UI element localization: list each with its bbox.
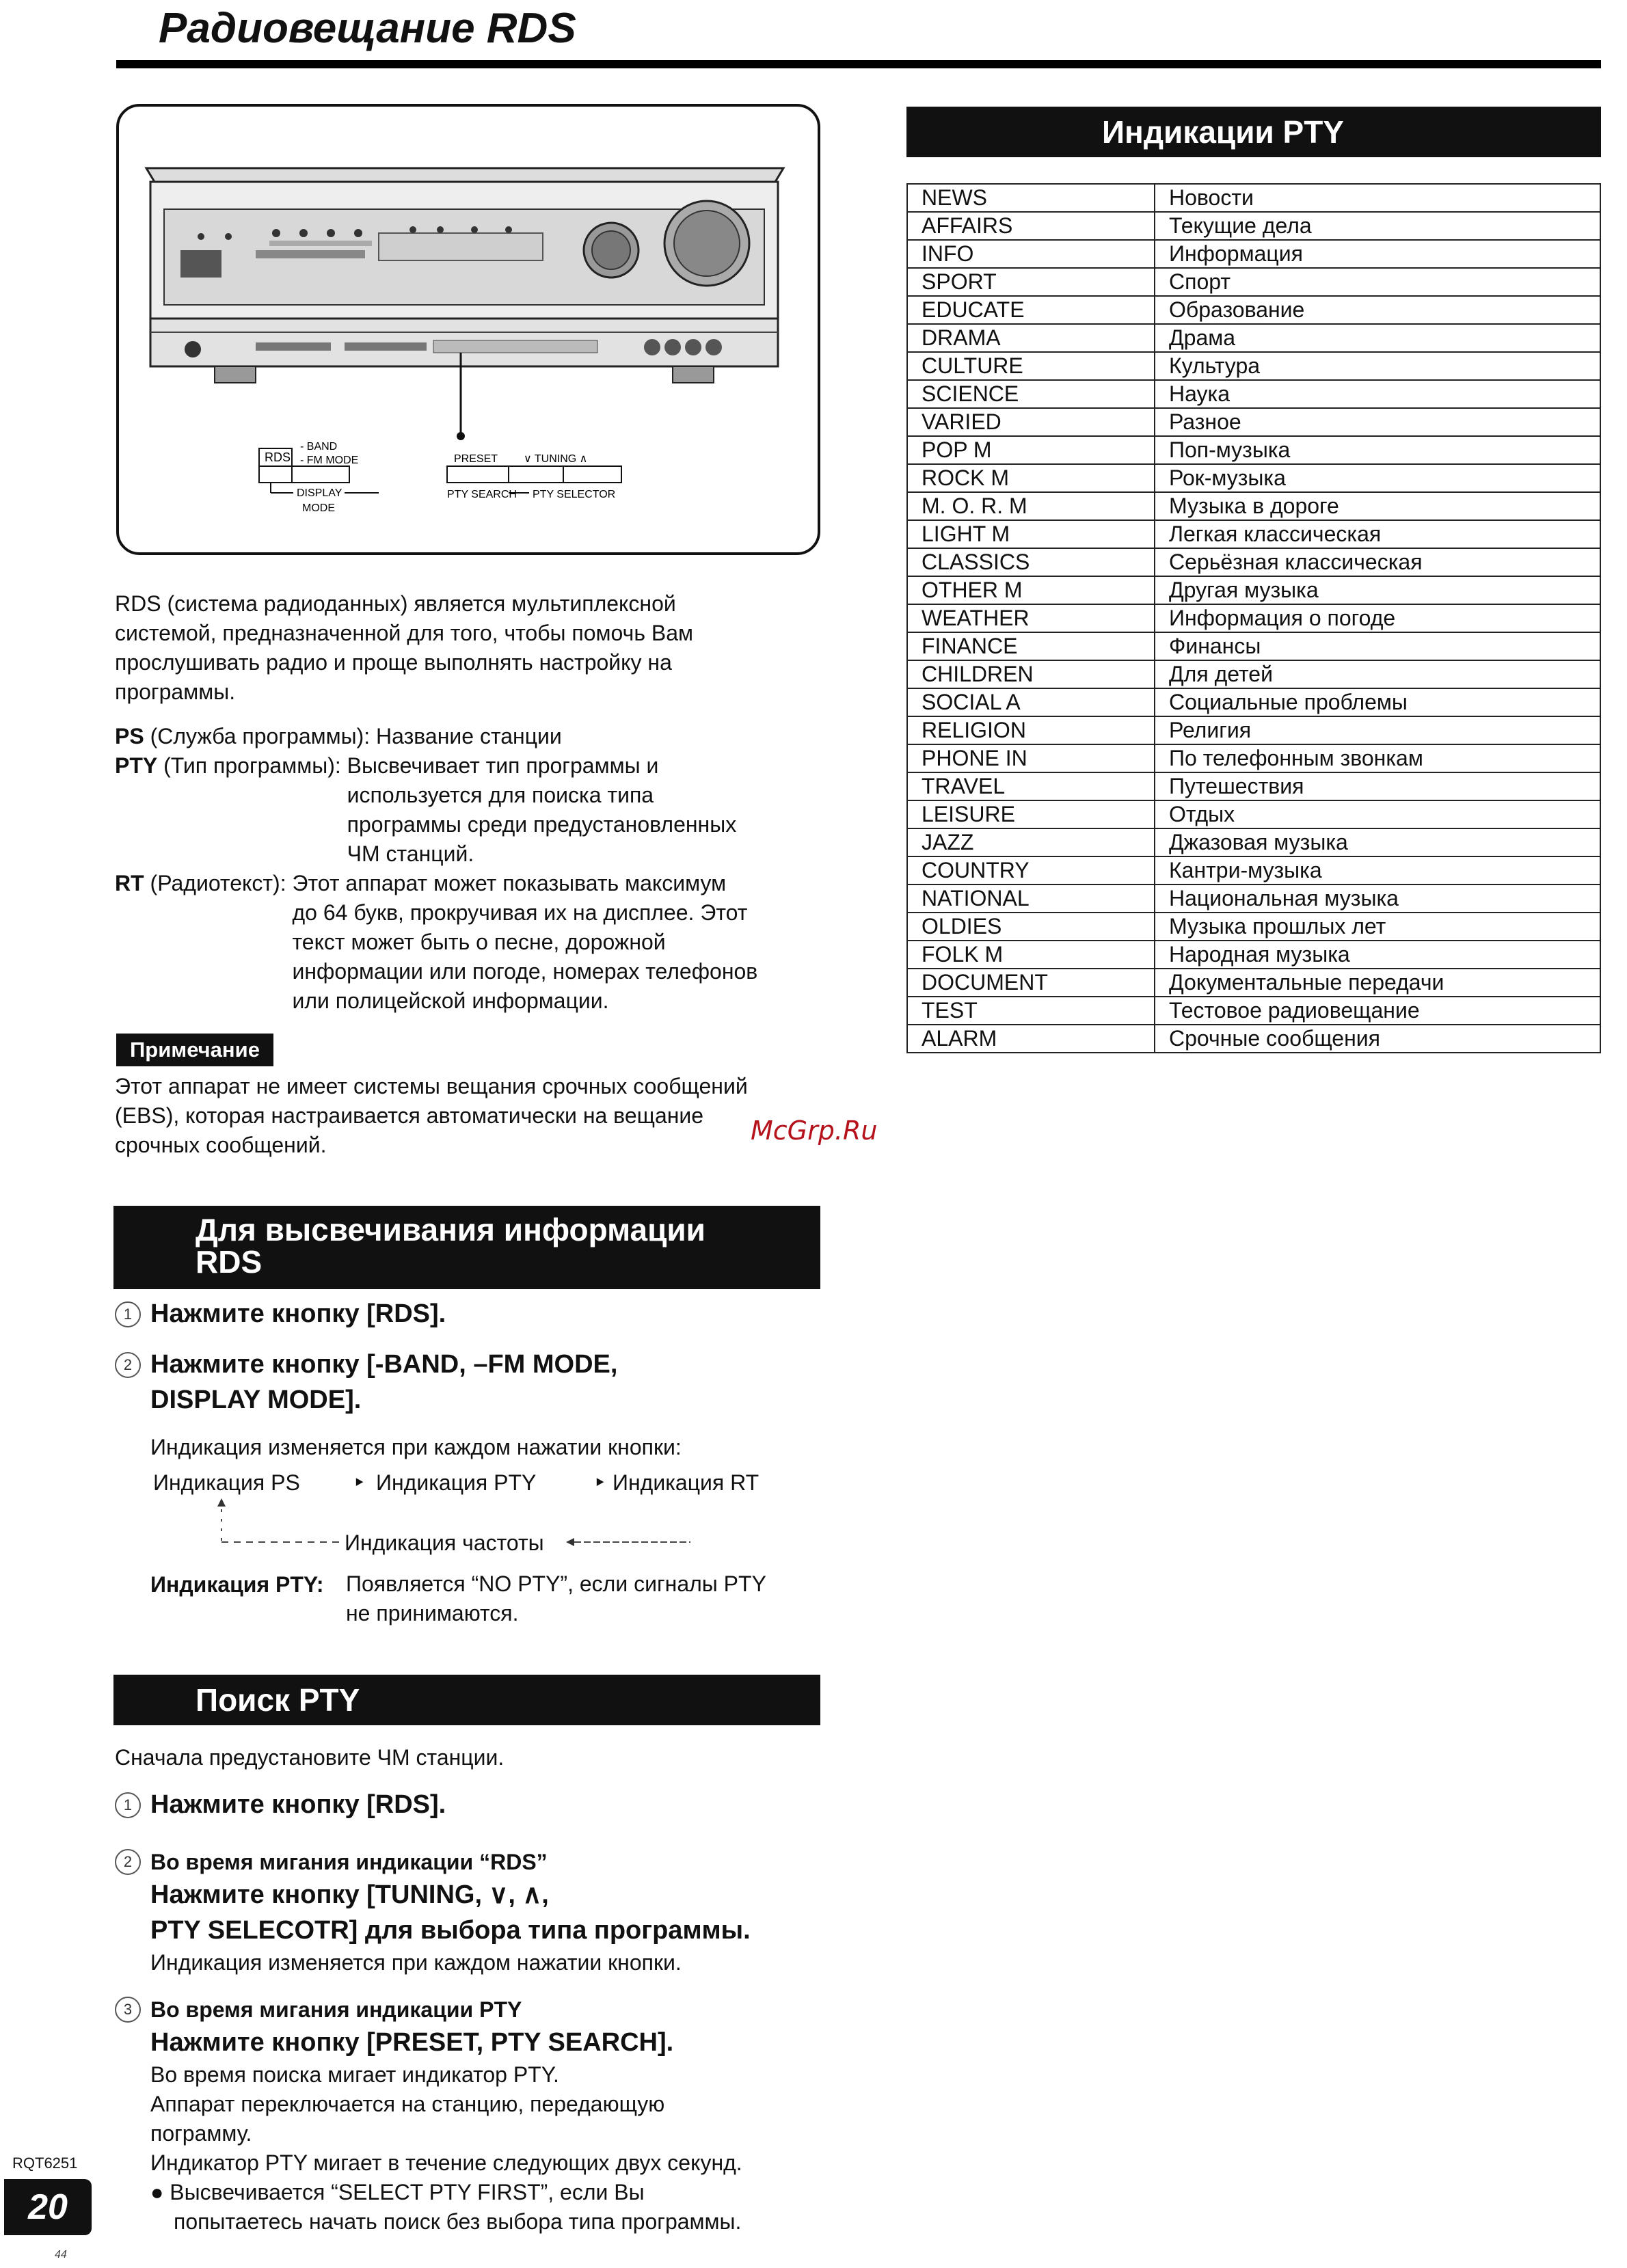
pty-code: M. O. R. M (907, 492, 1155, 520)
pty-meaning: Кантри-музыка (1155, 856, 1600, 885)
def-line: используется для поиска типа (347, 783, 654, 807)
cycle-arrow: ‣ (593, 1470, 606, 1495)
def-pty (115, 751, 839, 869)
def-term: PS (115, 724, 144, 748)
pty-meaning: Культура (1155, 352, 1600, 380)
search-step-1 (115, 1787, 446, 1822)
pty-row (907, 576, 1600, 604)
display-step-2 (115, 1347, 617, 1418)
def-line: ЧМ станций. (347, 841, 474, 866)
pty-meaning: Информация (1155, 240, 1600, 268)
bullet-icon: ● (150, 2180, 164, 2204)
pty-row (907, 240, 1600, 268)
fm-mode-label: - FM MODE (300, 455, 359, 466)
pty-meaning: Образование (1155, 296, 1600, 324)
pty-row (907, 380, 1600, 408)
pty-code: SCIENCE (907, 380, 1155, 408)
step-sub: Во время поиска мигает индикатор PTY. (150, 2062, 559, 2087)
pty-row (907, 296, 1600, 324)
step-pre: Во время мигания индикации “RDS” (150, 1850, 548, 1874)
step-number: 2 (115, 1352, 141, 1378)
pty-row (907, 324, 1600, 352)
pty-row (907, 885, 1600, 913)
display-step-1 (115, 1296, 446, 1332)
pty-selector-label: PTY SELECTOR (533, 489, 616, 500)
pty-code: POP M (907, 436, 1155, 464)
cycle-arrows (205, 1497, 697, 1552)
pty-row (907, 632, 1600, 660)
preset-label: PRESET (454, 453, 498, 465)
pty-row (907, 184, 1600, 212)
cycle-arrow: ‣ (353, 1470, 366, 1495)
pty-code: AFFAIRS (907, 212, 1155, 240)
step-text: Нажмите кнопку [RDS]. (150, 1299, 446, 1328)
section-title-line: Для высвечивания информации (196, 1212, 705, 1247)
pty-code: CLASSICS (907, 548, 1155, 576)
pty-code: OLDIES (907, 913, 1155, 941)
pty-row (907, 436, 1600, 464)
def-line: текст может быть о песне, дорожной (292, 930, 666, 954)
pty-meaning: Музыка прошлых лет (1155, 913, 1600, 941)
note-line: срочных сообщений. (115, 1133, 327, 1157)
step-sub: пограмму. (150, 2121, 252, 2146)
pty-row (907, 520, 1600, 548)
pty-row (907, 212, 1600, 240)
pty-code: CULTURE (907, 352, 1155, 380)
pty-code: NEWS (907, 184, 1155, 212)
pty-meaning: Срочные сообщения (1155, 1025, 1600, 1053)
def-term-rest: (Тип программы): (157, 753, 347, 778)
pty-meaning: Разное (1155, 408, 1600, 436)
band-label: - BAND (300, 441, 338, 453)
def-term-rest: (Радиотекст): (144, 871, 293, 895)
pty-note-line: не принимаются. (346, 1601, 519, 1625)
pty-code: DOCUMENT (907, 969, 1155, 997)
pty-code: LEISURE (907, 800, 1155, 828)
bullet-item (115, 2178, 742, 2207)
tuning-label: ∨ TUNING ∧ (524, 453, 588, 465)
pty-meaning: Текущие дела (1155, 212, 1600, 240)
pty-code: RELIGION (907, 716, 1155, 744)
step-sub: Индикация изменяется при каждом нажатии кнопки. (150, 1950, 682, 1975)
cycle-pty: Индикация PTY (376, 1470, 537, 1495)
mode-label: MODE (302, 502, 335, 514)
pty-row (907, 969, 1600, 997)
pty-meaning: Путешествия (1155, 772, 1600, 800)
pty-code: PHONE IN (907, 744, 1155, 772)
pty-row (907, 604, 1600, 632)
section-title-display-rds (113, 1206, 820, 1289)
pty-code: SPORT (907, 268, 1155, 296)
pty-row (907, 913, 1600, 941)
receiver-drawing (119, 107, 818, 552)
search-intro: Сначала предустановите ЧМ станции. (115, 1745, 505, 1770)
intro-line: прослушивать радио и проще выполнять настройку на (115, 650, 672, 675)
pty-meaning: Новости (1155, 184, 1600, 212)
pty-table (906, 183, 1601, 1053)
pty-row (907, 268, 1600, 296)
def-line: программы среди предустановленных (347, 812, 737, 837)
pty-code: FOLK M (907, 941, 1155, 969)
note-text (115, 1072, 748, 1160)
section-title-pty-indications: Индикации PTY (906, 107, 1601, 157)
pty-code: WEATHER (907, 604, 1155, 632)
def-line: Название станции (376, 724, 562, 748)
bullet-text: попытаетесь начать поиск без выбора типа программы. (174, 2209, 742, 2234)
def-term-rest: (Служба программы): (144, 724, 377, 748)
step-sub: Индикатор PTY мигает в течение следующих двух секунд. (150, 2150, 742, 2175)
pty-meaning: Джазовая музыка (1155, 828, 1600, 856)
note-line: (EBS), которая настраивается автоматически на вещание (115, 1103, 704, 1128)
pty-code: INFO (907, 240, 1155, 268)
pty-row (907, 716, 1600, 744)
pty-meaning: Легкая классическая (1155, 520, 1600, 548)
search-step-2 (115, 1847, 751, 1977)
pty-code: JAZZ (907, 828, 1155, 856)
note-line: Этот аппарат не имеет системы вещания срочных сообщений (115, 1074, 748, 1098)
section-title-line: RDS (196, 1244, 263, 1280)
pty-meaning: Народная музыка (1155, 941, 1600, 969)
display-label: DISPLAY (297, 487, 342, 499)
pty-row (907, 408, 1600, 436)
pty-row (907, 800, 1600, 828)
step-text: Нажмите кнопку [TUNING, ∨, ∧, (150, 1880, 549, 1909)
def-ps (115, 722, 839, 751)
pty-meaning: Другая музыка (1155, 576, 1600, 604)
pty-row (907, 660, 1600, 688)
small-mark: 44 (55, 2249, 67, 2260)
pty-code: LIGHT M (907, 520, 1155, 548)
definitions (115, 722, 839, 1016)
pty-row (907, 941, 1600, 969)
pty-meaning: Для детей (1155, 660, 1600, 688)
intro-line: программы. (115, 679, 236, 704)
pty-code: VARIED (907, 408, 1155, 436)
pty-code: FINANCE (907, 632, 1155, 660)
pty-meaning: По телефонным звонкам (1155, 744, 1600, 772)
pty-code: TRAVEL (907, 772, 1155, 800)
step-text: PTY SELECOTR] для выбора типа программы. (150, 1916, 751, 1945)
pty-meaning: Рок-музыка (1155, 464, 1600, 492)
def-term: PTY (115, 753, 158, 778)
section-title-pty-search: Поиск PTY (113, 1675, 820, 1725)
intro-line: RDS (система радиоданных) является мультиплексной (115, 591, 676, 616)
step-text: DISPLAY MODE]. (150, 1386, 362, 1414)
pty-row (907, 828, 1600, 856)
intro-paragraph (115, 589, 693, 707)
pty-row (907, 492, 1600, 520)
search-step-3 (115, 1995, 742, 2237)
step-text: Нажмите кнопку [RDS]. (150, 1790, 446, 1819)
pty-row (907, 688, 1600, 716)
bullet-text: Высвечивается “SELECT PTY FIRST”, если Вы (170, 2180, 645, 2204)
pty-meaning: Документальные передачи (1155, 969, 1600, 997)
def-line: Высвечивает тип программы и (347, 753, 659, 778)
def-line: информации или погоде, номерах телефонов (292, 959, 758, 984)
step-pre: Во время мигания индикации PTY (150, 1997, 522, 2022)
pty-meaning: Серьёзная классическая (1155, 548, 1600, 576)
step-number: 2 (115, 1849, 141, 1875)
pty-meaning: Музыка в дороге (1155, 492, 1600, 520)
pty-meaning: Национальная музыка (1155, 885, 1600, 913)
step-number: 1 (115, 1301, 141, 1327)
step-text: Нажмите кнопку [PRESET, PTY SEARCH]. (150, 2028, 674, 2057)
pty-search-label: PTY SEARCH (447, 489, 517, 500)
pty-code: COUNTRY (907, 856, 1155, 885)
pty-meaning: Наука (1155, 380, 1600, 408)
pty-meaning: Спорт (1155, 268, 1600, 296)
title-rule (116, 60, 1601, 68)
pty-meaning: Финансы (1155, 632, 1600, 660)
pty-meaning: Религия (1155, 716, 1600, 744)
note-label: Примечание (116, 1034, 273, 1066)
doc-code: RQT6251 (12, 2155, 78, 2172)
page-number: 20 (4, 2179, 92, 2235)
cycle-freq: Индикация частоты (345, 1530, 544, 1555)
pty-row (907, 548, 1600, 576)
def-line: до 64 букв, прокручивая их на дисплее. Этот (292, 900, 748, 925)
pty-row (907, 744, 1600, 772)
pty-meaning: Отдых (1155, 800, 1600, 828)
page-title: Радиовещание RDS (159, 5, 576, 52)
pty-row (907, 1025, 1600, 1053)
pty-code: OTHER M (907, 576, 1155, 604)
pty-code: TEST (907, 997, 1155, 1025)
display-step-2-sub: Индикация изменяется при каждом нажатии кнопки: (150, 1435, 682, 1459)
pty-note-label: Индикация PTY: (150, 1572, 324, 1597)
pty-meaning: Информация о погоде (1155, 604, 1600, 632)
def-term: RT (115, 871, 144, 895)
pty-code: SOCIAL A (907, 688, 1155, 716)
pty-code: ROCK M (907, 464, 1155, 492)
step-sub: Аппарат переключается на станцию, передающую (150, 2092, 665, 2116)
pty-note-line: Появляется “NO PTY”, если сигналы PTY (346, 1571, 766, 1596)
pty-meaning: Драма (1155, 324, 1600, 352)
pty-code: DRAMA (907, 324, 1155, 352)
pty-meaning: Поп-музыка (1155, 436, 1600, 464)
pty-row (907, 997, 1600, 1025)
step-number: 3 (115, 1997, 141, 2023)
pty-row (907, 856, 1600, 885)
def-rt (115, 869, 839, 1016)
receiver-illustration (116, 104, 820, 555)
cycle-ps: Индикация PS (153, 1470, 300, 1495)
pty-code: ALARM (907, 1025, 1155, 1053)
cycle-rt: Индикация RT (613, 1470, 759, 1495)
pty-row (907, 772, 1600, 800)
def-line: или полицейской информации. (292, 988, 609, 1013)
pty-row (907, 464, 1600, 492)
pty-code: EDUCATE (907, 296, 1155, 324)
def-line: Этот аппарат может показывать максимум (292, 871, 727, 895)
pty-meaning: Социальные проблемы (1155, 688, 1600, 716)
pty-code: CHILDREN (907, 660, 1155, 688)
step-text: Нажмите кнопку [-BAND, –FM MODE, (150, 1350, 618, 1379)
intro-line: системой, предназначенной для того, чтобы помочь Вам (115, 621, 694, 645)
pty-code: NATIONAL (907, 885, 1155, 913)
pty-row (907, 352, 1600, 380)
pty-meaning: Тестовое радиовещание (1155, 997, 1600, 1025)
rds-button-label: RDS (265, 450, 291, 464)
watermark: McGrp.Ru (751, 1116, 878, 1146)
step-number: 1 (115, 1792, 141, 1818)
